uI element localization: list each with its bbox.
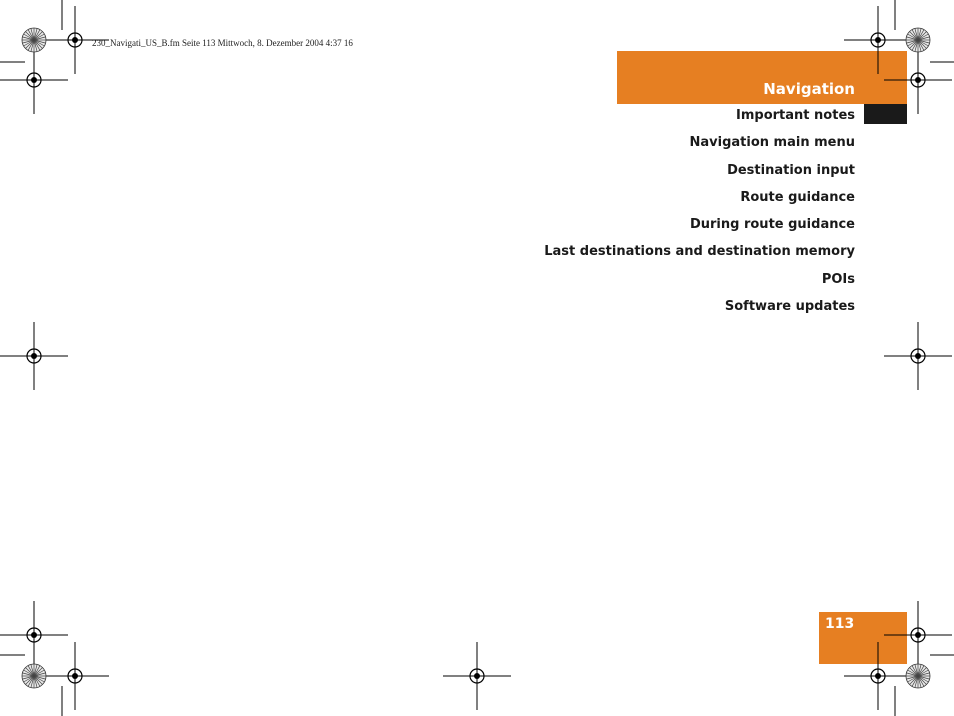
registration-crosshair-icon xyxy=(844,6,912,74)
page-number: 113 xyxy=(825,616,855,632)
registration-rosette-icon xyxy=(906,664,930,688)
registration-crosshair-icon xyxy=(884,601,952,669)
toc-item-pois[interactable]: POIs xyxy=(821,271,855,287)
registration-crosshair-icon xyxy=(443,642,511,710)
registration-crosshair-icon xyxy=(884,322,952,390)
registration-rosette-icon xyxy=(22,664,46,688)
registration-rosette-icon xyxy=(22,28,46,52)
toc-item-software-updates[interactable]: Software updates xyxy=(724,299,855,315)
toc-item-destination-input[interactable]: Destination input xyxy=(727,162,855,178)
registration-crosshair-icon xyxy=(41,642,109,710)
registration-rosette-icon xyxy=(906,28,930,52)
registration-crosshair-icon xyxy=(0,322,68,390)
toc-item-navigation-main-menu[interactable]: Navigation main menu xyxy=(689,135,855,151)
registration-crosshair-icon xyxy=(0,46,68,114)
registration-crosshair-icon xyxy=(0,601,68,669)
registration-crosshair-icon xyxy=(884,46,952,114)
toc-item-last-destinations[interactable]: Last destinations and destination memory xyxy=(544,244,855,260)
toc-item-route-guidance[interactable]: Route guidance xyxy=(740,189,855,205)
registration-crosshair-icon xyxy=(844,642,912,710)
registration-crosshair-icon xyxy=(41,6,109,74)
file-info-header: 230_Navigati_US_B.fm Seite 113 Mittwoch, 8. Dezember 2004 4:37 16 xyxy=(92,38,353,48)
toc-item-important-notes[interactable]: Important notes xyxy=(736,108,855,123)
section-title: Navigation xyxy=(763,80,855,98)
toc-item-during-route-guidance[interactable]: During route guidance xyxy=(689,217,855,233)
